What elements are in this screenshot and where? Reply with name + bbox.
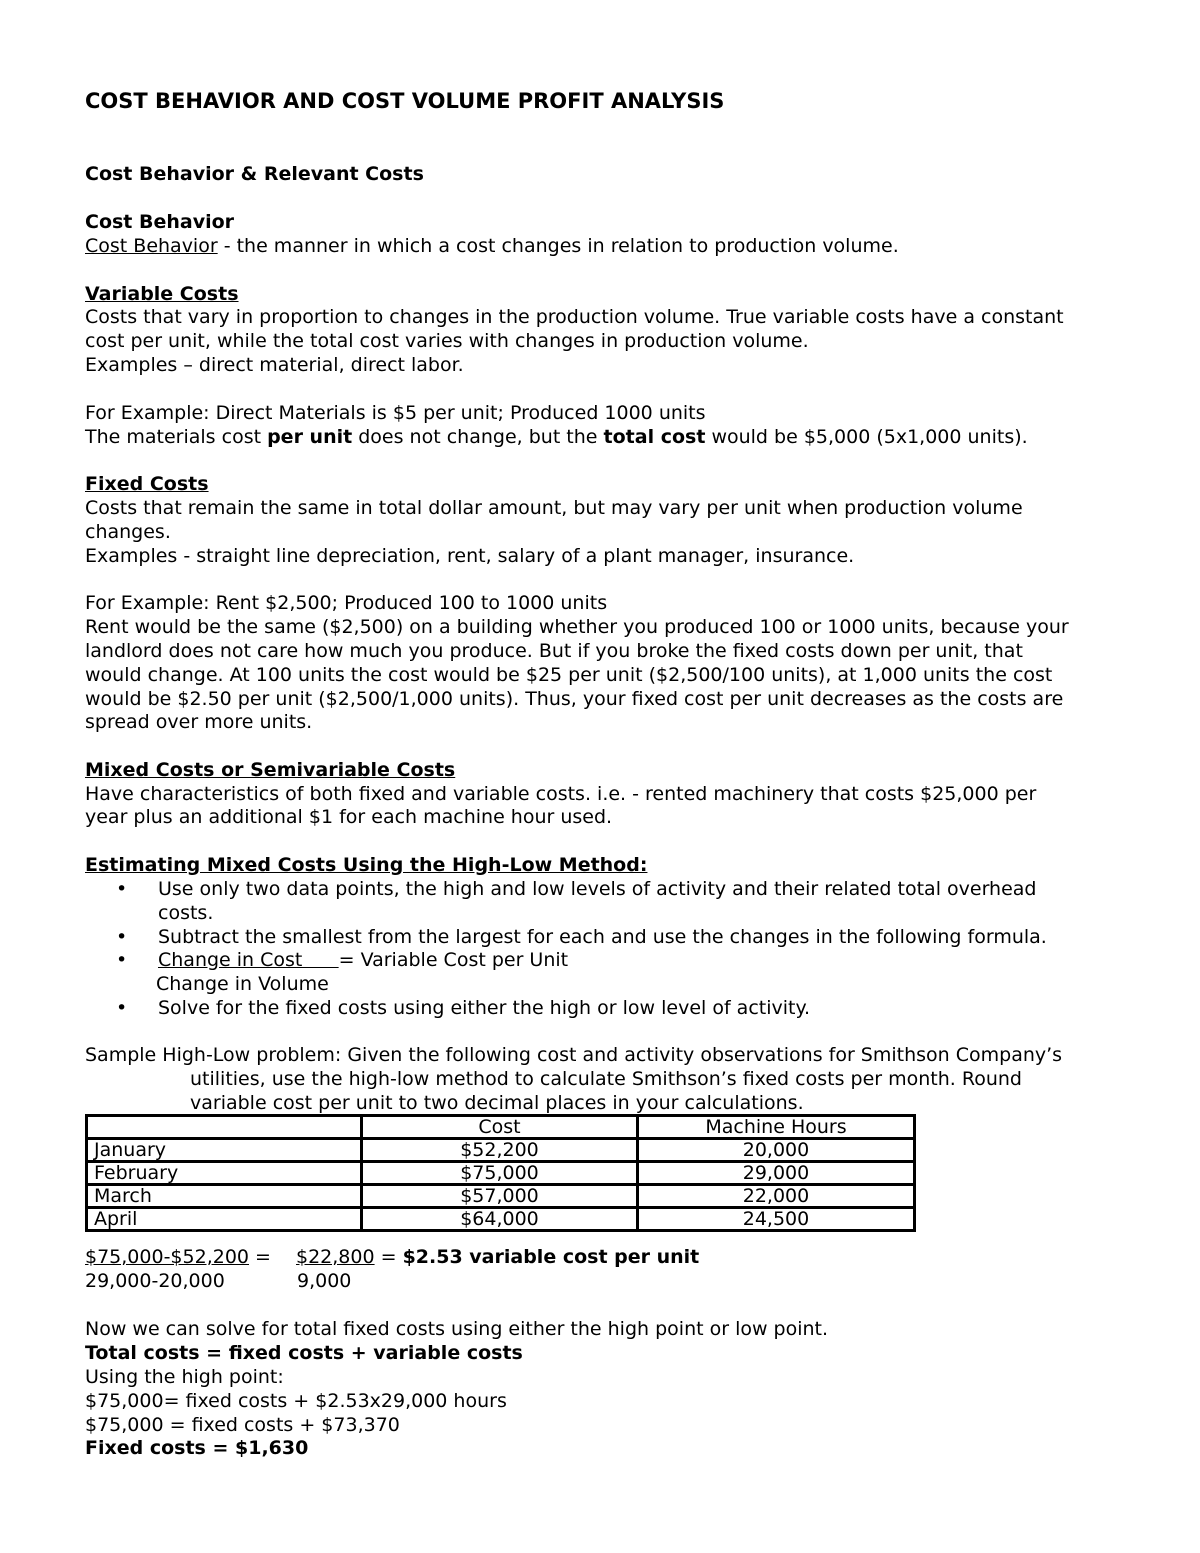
section-heading: Cost Behavior & Relevant Costs xyxy=(85,163,424,185)
example-bold-total-cost: total cost xyxy=(603,426,706,448)
formula-denominator: Change in Volume xyxy=(156,973,329,995)
solve-line4: $75,000= fixed costs + $2.53x29,000 hours xyxy=(85,1390,507,1412)
cost-behavior-text: - the manner in which a cost changes in relation to production volume. xyxy=(217,235,899,257)
table-header-cell xyxy=(87,1116,362,1139)
bullet-dot: • xyxy=(116,997,128,1019)
fixed-costs-explanation-2: landlord does not care how much you produce. But if you broke the fixed costs down per unit, that xyxy=(85,640,1023,662)
example-text: does not change, but the xyxy=(352,426,604,448)
table-cell-month: February xyxy=(87,1162,362,1185)
table-cell-hours: 22,000 xyxy=(638,1185,915,1208)
fixed-costs-example1: For Example: Rent $2,500; Produced 100 to 1000 units xyxy=(85,592,608,614)
calc-hours-change: 9,000 xyxy=(297,1270,352,1292)
cost-behavior-heading: Cost Behavior xyxy=(85,211,235,233)
calc-cost-difference: $75,000-$52,200 xyxy=(85,1246,249,1268)
table-cell-month: April xyxy=(87,1208,362,1231)
variable-costs-line2: cost per unit, while the total cost varies with changes in production volume. xyxy=(85,330,809,352)
solve-line1: Now we can solve for total fixed costs using either the high point or low point. xyxy=(85,1318,829,1340)
variable-costs-example1: For Example: Direct Materials is $5 per unit; Produced 1000 units xyxy=(85,402,706,424)
table-cell-hours: 20,000 xyxy=(638,1139,915,1162)
mixed-costs-heading: Mixed Costs or Semivariable Costs xyxy=(85,759,456,781)
bullet-item-1: Use only two data points, the high and low levels of activity and their related total overhead xyxy=(158,878,1037,900)
table-cell-month: January xyxy=(87,1139,362,1162)
solve-formula: Total costs = fixed costs + variable costs xyxy=(85,1342,523,1364)
solve-answer: Fixed costs = $1,630 xyxy=(85,1437,309,1459)
example-bold-per-unit: per unit xyxy=(267,426,353,448)
example-text: The materials cost xyxy=(85,426,268,448)
bullet-dot: • xyxy=(116,949,128,971)
fixed-costs-explanation-1: Rent would be the same ($2,500) on a building whether you produced 100 or 1000 units, because your xyxy=(85,616,1069,638)
cost-behavior-term: Cost Behavior xyxy=(85,235,218,257)
solve-line5: $75,000 = fixed costs + $73,370 xyxy=(85,1414,400,1436)
calc-numerator-line xyxy=(85,1245,699,1269)
table-cell-cost: $64,000 xyxy=(362,1208,638,1231)
table-cell-cost: $75,000 xyxy=(362,1162,638,1185)
fixed-costs-explanation-5: spread over more units. xyxy=(85,711,313,733)
table-row xyxy=(87,1208,915,1231)
calc-equals: = xyxy=(374,1246,403,1268)
calc-result: $2.53 variable cost per unit xyxy=(402,1246,700,1268)
sample-problem-line3: variable cost per unit to two decimal places in your calculations. xyxy=(190,1092,804,1114)
table-row xyxy=(87,1139,915,1162)
mixed-costs-line2: year plus an additional $1 for each machine hour used. xyxy=(85,806,613,828)
table-cell-hours: 24,500 xyxy=(638,1208,915,1231)
table-header-row xyxy=(87,1116,915,1139)
document-title: COST BEHAVIOR AND COST VOLUME PROFIT ANALYSIS xyxy=(85,89,725,113)
observations-table xyxy=(85,1114,916,1232)
bullet-item-4: Solve for the fixed costs using either the high or low level of activity. xyxy=(158,997,811,1019)
table-header-cell: Cost xyxy=(362,1116,638,1139)
example-text: would be $5,000 (5x1,000 units). xyxy=(705,426,1028,448)
bullet-dot: • xyxy=(116,926,128,948)
formula-numerator: Change in Cost xyxy=(158,949,339,971)
fixed-costs-heading: Fixed Costs xyxy=(85,473,209,495)
fixed-costs-line1: Costs that remain the same in total dollar amount, but may vary per unit when production volume xyxy=(85,497,1023,519)
table-row xyxy=(87,1162,915,1185)
formula-result: = Variable Cost per Unit xyxy=(338,949,569,971)
variable-costs-example2 xyxy=(85,425,1028,449)
bullet-item-2: Subtract the smallest from the largest for each and use the changes in the following formula. xyxy=(158,926,1047,948)
table-header-cell: Machine Hours xyxy=(638,1116,915,1139)
calc-denominator-hours: 29,000-20,000 xyxy=(85,1270,225,1292)
bullet-dot: • xyxy=(116,878,128,900)
table-cell-month: March xyxy=(87,1185,362,1208)
sample-problem-line2: utilities, use the high-low method to calculate Smithson’s fixed costs per month. Round xyxy=(190,1068,1022,1090)
mixed-costs-line1: Have characteristics of both fixed and variable costs. i.e. - rented machinery that costs $25,000 per xyxy=(85,783,1037,805)
sample-problem-line1: Sample High-Low problem: Given the following cost and activity observations for Smithson Company’s xyxy=(85,1044,1063,1066)
cost-behavior-definition xyxy=(85,234,899,258)
bullet-item-3 xyxy=(158,948,568,972)
high-low-heading: Estimating Mixed Costs Using the High-Low Method: xyxy=(85,854,648,876)
bullet-item-1-cont: costs. xyxy=(158,902,214,924)
table-cell-hours: 29,000 xyxy=(638,1162,915,1185)
fixed-costs-line3: Examples - straight line depreciation, rent, salary of a plant manager, insurance. xyxy=(85,545,855,567)
calc-equals: = xyxy=(249,1246,277,1268)
fixed-costs-line2: changes. xyxy=(85,521,171,543)
table-cell-cost: $57,000 xyxy=(362,1185,638,1208)
calc-cost-change: $22,800 xyxy=(296,1246,375,1268)
variable-costs-heading: Variable Costs xyxy=(85,283,239,305)
table-cell-cost: $52,200 xyxy=(362,1139,638,1162)
fixed-costs-explanation-4: would be $2.50 per unit ($2,500/1,000 units). Thus, your fixed cost per unit decreases as the costs are xyxy=(85,688,1064,710)
variable-costs-line1: Costs that vary in proportion to changes in the production volume. True variable costs have a constant xyxy=(85,306,1064,328)
variable-costs-line3: Examples – direct material, direct labor. xyxy=(85,354,464,376)
fixed-costs-explanation-3: would change. At 100 units the cost would be $25 per unit ($2,500/100 units), at 1,000 units the cost xyxy=(85,664,1053,686)
solve-line3: Using the high point: xyxy=(85,1366,284,1388)
table-row xyxy=(87,1185,915,1208)
